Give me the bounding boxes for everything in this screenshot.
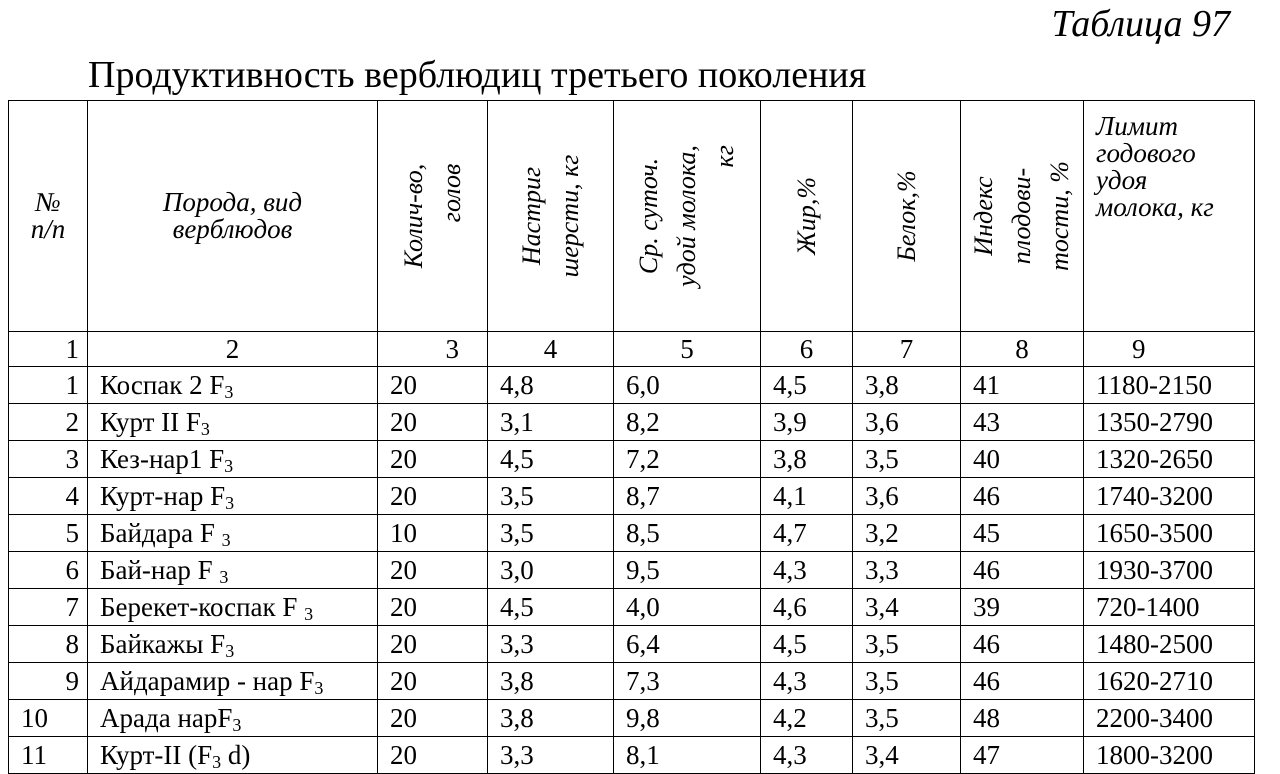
fertility-cell: 39 <box>961 589 1084 626</box>
column-number: 6 <box>761 332 853 367</box>
breed-name <box>88 552 378 589</box>
protein-cell: 3,6 <box>853 404 961 441</box>
breed-name <box>88 700 378 737</box>
header-no-line1: № <box>35 187 61 217</box>
header-protein-line1: Белок,% <box>891 170 921 262</box>
generation-subscript: 3 <box>224 455 234 476</box>
fertility-cell: 43 <box>961 404 1084 441</box>
milk-cell: 9,8 <box>614 700 761 737</box>
fertility-cell: 40 <box>961 441 1084 478</box>
breed-name <box>88 589 378 626</box>
header-wool-line1: Настриг <box>516 166 546 266</box>
row-number: 4 <box>9 478 88 515</box>
header-breed <box>88 101 378 332</box>
limit-cell: 1320-2650 <box>1084 441 1255 478</box>
breed-name <box>88 478 378 515</box>
fertility-cell: 45 <box>961 515 1084 552</box>
fat-cell: 4,3 <box>761 663 853 700</box>
column-number: 8 <box>961 332 1084 367</box>
row-number: 6 <box>9 552 88 589</box>
table-row <box>9 552 1255 589</box>
fertility-cell: 46 <box>961 626 1084 663</box>
breed-name-text: Коспак 2 F <box>100 369 225 400</box>
header-limit <box>1084 101 1255 332</box>
milk-cell: 8,5 <box>614 515 761 552</box>
fat-cell: 4,3 <box>761 737 853 774</box>
count-cell: 20 <box>378 663 488 700</box>
header-fertility-line1: Индекс <box>969 176 998 256</box>
generation-subscript: 3 <box>314 677 324 698</box>
wool-cell: 3,5 <box>488 515 614 552</box>
table-title: Продуктивность верблюдиц третьего поколения <box>88 54 867 96</box>
generation-subscript: 3 <box>219 566 229 587</box>
milk-cell: 8,2 <box>614 404 761 441</box>
protein-cell: 3,5 <box>853 441 961 478</box>
breed-name <box>88 367 378 404</box>
fertility-cell: 48 <box>961 700 1084 737</box>
limit-cell: 1180-2150 <box>1084 367 1255 404</box>
header-protein <box>853 101 961 332</box>
table-row <box>9 515 1255 552</box>
header-count <box>378 101 488 332</box>
breed-name-text: Бай-нар F <box>100 554 220 585</box>
count-cell: 20 <box>378 404 488 441</box>
breed-name-text: Байкажы F <box>100 628 226 659</box>
limit-cell: 1620-2710 <box>1084 663 1255 700</box>
header-row <box>9 101 1255 332</box>
limit-cell: 1350-2790 <box>1084 404 1255 441</box>
header-fertility <box>961 101 1084 332</box>
generation-subscript: 3 <box>212 751 222 772</box>
column-number: 4 <box>488 332 614 367</box>
breed-name-text: Курт-II (F <box>100 739 213 770</box>
fertility-cell: 46 <box>961 663 1084 700</box>
header-fertility-line2: плодови- <box>1007 167 1036 265</box>
fat-cell: 4,1 <box>761 478 853 515</box>
header-limit-line4: молока, кг <box>1096 192 1214 222</box>
wool-cell: 4,5 <box>488 441 614 478</box>
row-number: 2 <box>9 404 88 441</box>
header-milk-line2: удой молока, <box>672 145 701 287</box>
productivity-table <box>8 100 1255 774</box>
count-cell: 20 <box>378 552 488 589</box>
count-cell: 20 <box>378 700 488 737</box>
milk-cell: 7,3 <box>614 663 761 700</box>
table-row <box>9 700 1255 737</box>
fat-cell: 4,3 <box>761 552 853 589</box>
count-cell: 20 <box>378 441 488 478</box>
table-row <box>9 478 1255 515</box>
limit-cell: 2200-3400 <box>1084 700 1255 737</box>
row-number: 9 <box>9 663 88 700</box>
wool-cell: 3,5 <box>488 478 614 515</box>
protein-cell: 3,5 <box>853 626 961 663</box>
breed-name-text: Айдарамир - нар F <box>100 665 315 696</box>
wool-cell: 3,8 <box>488 700 614 737</box>
breed-name-text: Байдара F <box>100 517 222 548</box>
column-number: 7 <box>853 332 961 367</box>
header-limit-line3: удоя <box>1096 165 1148 195</box>
fertility-cell: 46 <box>961 478 1084 515</box>
header-breed-line1: Порода, вид <box>162 187 303 217</box>
fat-cell: 4,6 <box>761 589 853 626</box>
header-no <box>9 101 88 332</box>
table-row <box>9 626 1255 663</box>
column-number: 9 <box>1084 332 1255 367</box>
column-number-row <box>9 332 1255 367</box>
protein-cell: 3,4 <box>853 589 961 626</box>
generation-subscript: 3 <box>232 714 242 735</box>
wool-cell: 4,5 <box>488 589 614 626</box>
header-milk-line3: кг <box>710 145 739 168</box>
count-cell: 20 <box>378 626 488 663</box>
header-milk <box>614 101 761 332</box>
generation-subscript: 3 <box>225 492 235 513</box>
breed-name-text: Берекет-коспак F <box>100 591 305 622</box>
row-number: 3 <box>9 441 88 478</box>
table-row <box>9 367 1255 404</box>
milk-cell: 8,7 <box>614 478 761 515</box>
milk-cell: 9,5 <box>614 552 761 589</box>
header-fertility-line3: тости, % <box>1045 161 1074 271</box>
protein-cell: 3,2 <box>853 515 961 552</box>
limit-cell: 1650-3500 <box>1084 515 1255 552</box>
column-number: 5 <box>614 332 761 367</box>
table-number: Таблица 97 <box>1051 3 1230 45</box>
table-row <box>9 404 1255 441</box>
milk-cell: 4,0 <box>614 589 761 626</box>
row-number: 10 <box>9 700 88 737</box>
fat-cell: 3,8 <box>761 441 853 478</box>
table-row <box>9 663 1255 700</box>
count-cell: 20 <box>378 737 488 774</box>
count-cell: 20 <box>378 367 488 404</box>
breed-name <box>88 626 378 663</box>
milk-cell: 7,2 <box>614 441 761 478</box>
fat-cell: 3,9 <box>761 404 853 441</box>
fat-cell: 4,5 <box>761 367 853 404</box>
breed-name <box>88 737 378 774</box>
breed-name <box>88 663 378 700</box>
header-fat-line1: Жир,% <box>791 177 821 255</box>
wool-cell: 4,8 <box>488 367 614 404</box>
limit-cell: 1930-3700 <box>1084 552 1255 589</box>
wool-cell: 3,3 <box>488 737 614 774</box>
limit-cell: 720-1400 <box>1084 589 1255 626</box>
header-no-line2: п/п <box>30 214 66 244</box>
milk-cell: 6,4 <box>614 626 761 663</box>
breed-name <box>88 441 378 478</box>
generation-subscript: 3 <box>224 381 234 402</box>
row-number: 7 <box>9 589 88 626</box>
wool-cell: 3,8 <box>488 663 614 700</box>
fertility-cell: 41 <box>961 367 1084 404</box>
fat-cell: 4,7 <box>761 515 853 552</box>
wool-cell: 3,1 <box>488 404 614 441</box>
limit-cell: 1480-2500 <box>1084 626 1255 663</box>
generation-subscript: 3 <box>200 418 210 439</box>
wool-cell: 3,0 <box>488 552 614 589</box>
protein-cell: 3,3 <box>853 552 961 589</box>
milk-cell: 8,1 <box>614 737 761 774</box>
generation-subscript: 3 <box>225 640 235 661</box>
header-fat <box>761 101 853 332</box>
milk-cell: 6,0 <box>614 367 761 404</box>
generation-subscript: 3 <box>304 603 314 624</box>
limit-cell: 1740-3200 <box>1084 478 1255 515</box>
row-number: 11 <box>9 737 88 774</box>
protein-cell: 3,4 <box>853 737 961 774</box>
breed-name-suffix: d) <box>221 739 251 770</box>
header-count-line2: голов <box>436 163 466 223</box>
table-row <box>9 441 1255 478</box>
wool-cell: 3,3 <box>488 626 614 663</box>
column-number: 3 <box>378 332 488 367</box>
header-wool-line2: шерсти, кг <box>554 154 584 278</box>
breed-name <box>88 404 378 441</box>
fertility-cell: 46 <box>961 552 1084 589</box>
row-number: 5 <box>9 515 88 552</box>
generation-subscript: 3 <box>221 529 231 550</box>
protein-cell: 3,5 <box>853 663 961 700</box>
header-milk-line1: Ср. суточ. <box>634 157 663 275</box>
limit-cell: 1800-3200 <box>1084 737 1255 774</box>
header-limit-line1: Лимит <box>1096 111 1179 141</box>
table-row <box>9 737 1255 774</box>
protein-cell: 3,8 <box>853 367 961 404</box>
breed-name-text: Арада нарF <box>100 702 233 733</box>
protein-cell: 3,6 <box>853 478 961 515</box>
fat-cell: 4,2 <box>761 700 853 737</box>
protein-cell: 3,5 <box>853 700 961 737</box>
count-cell: 20 <box>378 478 488 515</box>
breed-name-text: Курт II F <box>100 406 201 437</box>
column-number: 2 <box>88 332 378 367</box>
breed-name-text: Курт-нар F <box>100 480 226 511</box>
fertility-cell: 47 <box>961 737 1084 774</box>
header-wool <box>488 101 614 332</box>
header-breed-line2: верблюдов <box>172 214 293 244</box>
count-cell: 20 <box>378 589 488 626</box>
count-cell: 10 <box>378 515 488 552</box>
row-number: 8 <box>9 626 88 663</box>
row-number: 1 <box>9 367 88 404</box>
column-number: 1 <box>9 332 88 367</box>
breed-name-text: Кез-нар1 F <box>100 443 225 474</box>
header-limit-line2: годового <box>1096 138 1196 168</box>
table-row <box>9 589 1255 626</box>
fat-cell: 4,5 <box>761 626 853 663</box>
breed-name <box>88 515 378 552</box>
header-count-line1: Колич-во, <box>398 163 428 269</box>
